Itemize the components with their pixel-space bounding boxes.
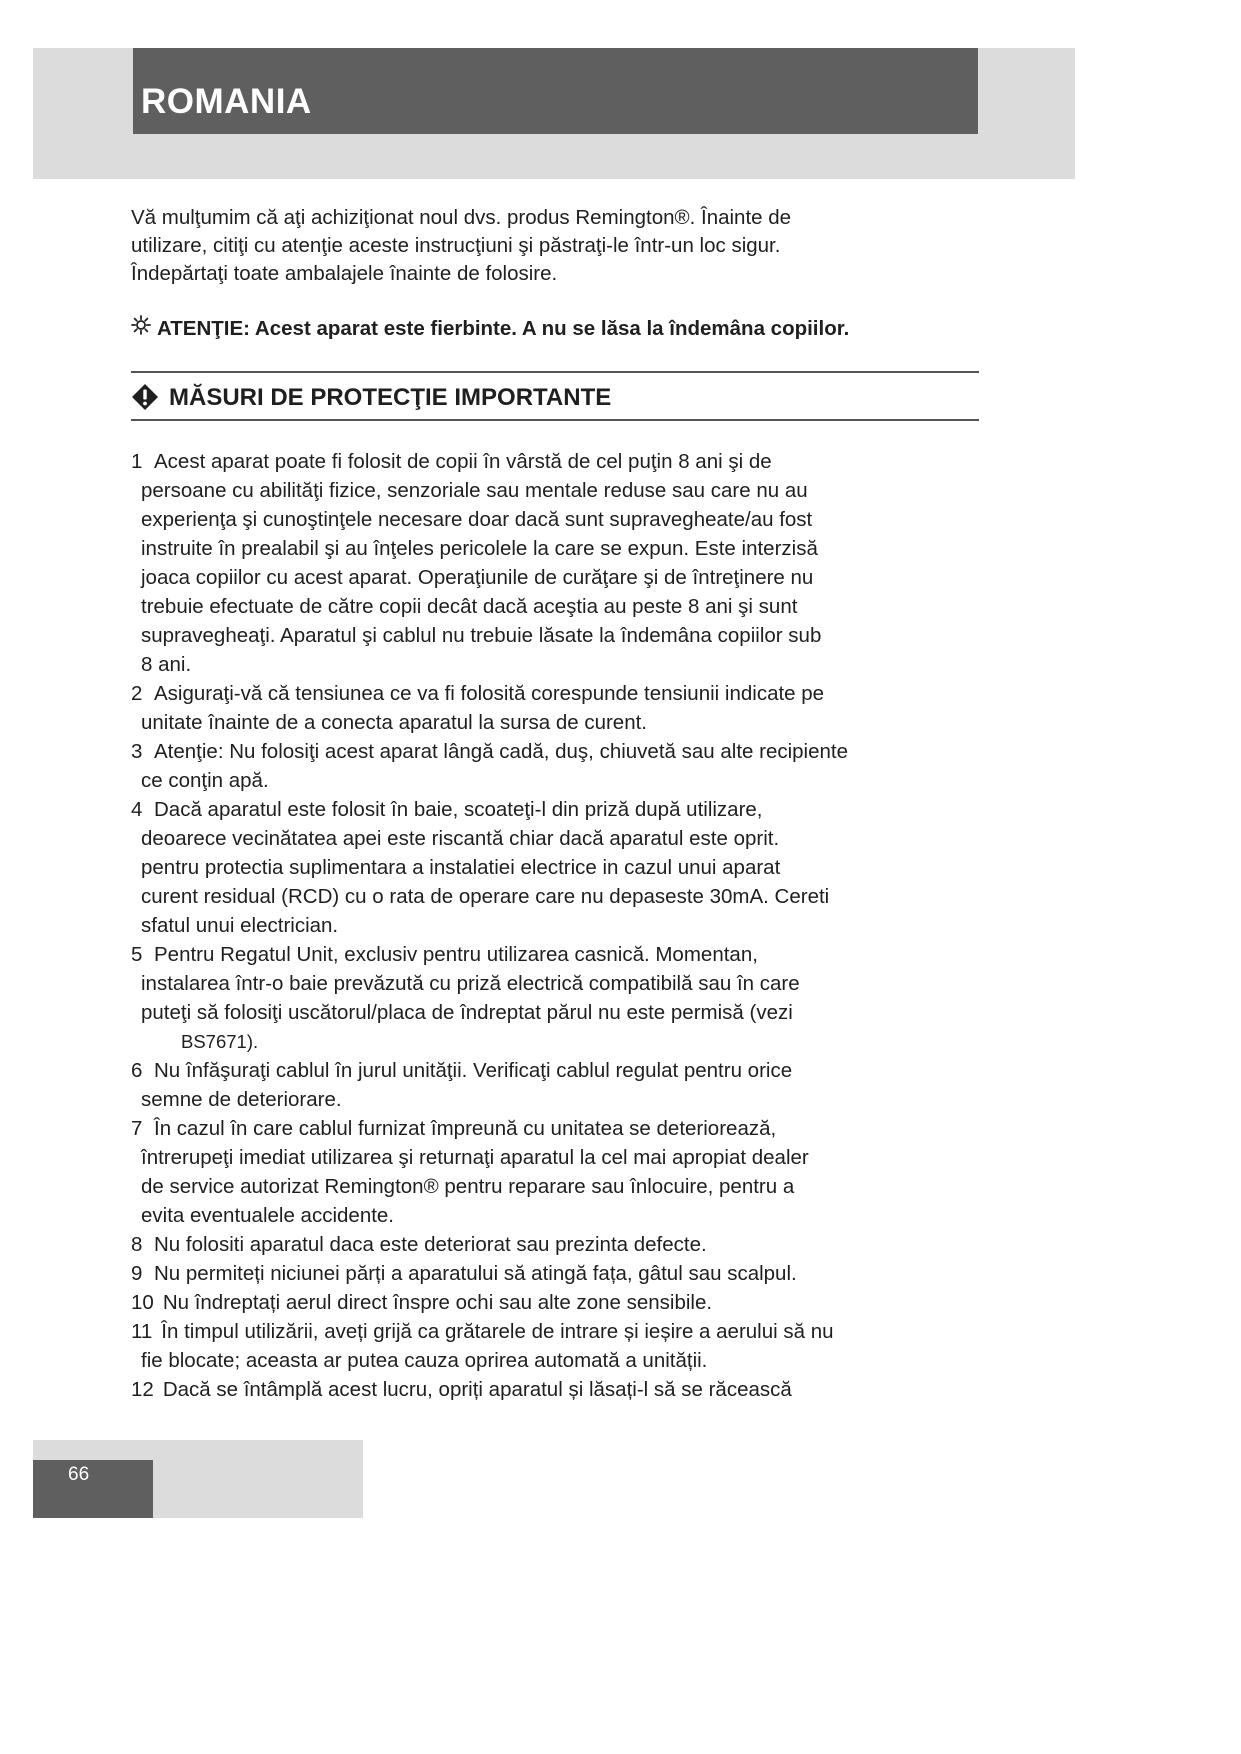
item-line: semne de deteriorare. <box>141 1088 342 1111</box>
item-line: joaca copiilor cu acest aparat. Operaţiunile de curăţare şi de întreţinere nu <box>141 566 814 589</box>
item-line: În timpul utilizării, aveți grijă ca grătarele de intrare și ieșire a aerului să nu <box>161 1320 834 1343</box>
section-divider-top <box>131 371 979 373</box>
item-line: Nu permiteți niciunei părți a aparatului să atingă fața, gâtul sau scalpul. <box>154 1262 797 1285</box>
list-item <box>131 1056 951 1114</box>
item-line: instalarea într-o baie prevăzută cu priză electrică compatibilă sau în care <box>141 972 800 995</box>
list-item <box>131 737 951 795</box>
item-line: experienţa şi cunoştinţele necesare doar dacă sunt supravegheate/au fost <box>141 508 813 531</box>
item-number: 7 <box>131 1117 143 1140</box>
item-number: 12 <box>131 1378 154 1401</box>
item-line: Asiguraţi-vă că tensiunea ce va fi folosită corespunde tensiunii indicate pe <box>154 682 825 705</box>
intro-line: Îndepărtaţi toate ambalajele înainte de folosire. <box>131 262 558 285</box>
page-title: ROMANIA <box>133 48 978 134</box>
item-number: 10 <box>131 1291 154 1314</box>
item-line: BS7671). <box>181 1031 259 1052</box>
list-item <box>131 795 951 940</box>
item-line: În cazul în care cablul furnizat împreună cu unitatea se deteriorează, <box>154 1117 777 1140</box>
item-line: Nu îndreptați aerul direct înspre ochi sau alte zone sensibile. <box>162 1291 713 1314</box>
intro-line: Vă mulţumim că aţi achiziţionat noul dvs. produs Remington®. Înainte de <box>131 206 792 229</box>
list-item <box>131 1288 951 1317</box>
list-item <box>131 1317 951 1375</box>
item-number: 6 <box>131 1059 143 1082</box>
item-line: pentru protectia suplimentara a instalatiei electrice in cazul unui aparat <box>141 856 781 879</box>
item-line: evita eventualele accidente. <box>141 1204 395 1227</box>
item-line: ce conţin apă. <box>141 769 269 792</box>
page-number: 66 <box>33 1460 153 1518</box>
item-number: 2 <box>131 682 143 705</box>
intro-paragraph <box>131 204 951 288</box>
item-line: Atenţie: Nu folosiţi acest aparat lângă cadă, duş, chiuvetă sau alte recipiente <box>154 740 849 763</box>
warning-text: ATENŢIE: Acest aparat este fierbinte. A nu se lăsa la îndemâna copiilor. <box>157 317 850 340</box>
intro-line: utilizare, citiţi cu atenţie aceste instrucţiuni şi păstraţi-le într-un loc sigur. <box>131 234 781 257</box>
section-heading <box>131 380 979 416</box>
item-line: întrerupeţi imediat utilizarea şi returnaţi aparatul la cel mai apropiat dealer <box>141 1146 809 1169</box>
list-item <box>131 679 951 737</box>
item-line: Acest aparat poate fi folosit de copii în vârstă de cel puţin 8 ani şi de <box>154 450 772 473</box>
item-number: 4 <box>131 798 143 821</box>
warning-diamond-icon <box>131 383 159 411</box>
list-item <box>131 940 951 1056</box>
item-number: 9 <box>131 1262 143 1285</box>
item-line: puteţi să folosiţi uscătorul/placa de îndreptat părul nu este permisă (vezi <box>141 1001 793 1024</box>
item-number: 11 <box>131 1320 153 1343</box>
item-line: de service autorizat Remington® pentru reparare sau înlocuire, pentru a <box>141 1175 795 1198</box>
sun-hot-icon <box>131 315 157 341</box>
item-number: 8 <box>131 1233 143 1256</box>
list-item <box>131 1259 951 1288</box>
item-line: deoarece vecinătatea apei este riscantă chiar dacă aparatul este oprit. <box>141 827 780 850</box>
item-line: Pentru Regatul Unit, exclusiv pentru utilizarea casnică. Momentan, <box>154 943 758 966</box>
item-line: trebuie efectuate de către copii decât dacă aceştia au peste 8 ani şi sunt <box>141 595 798 618</box>
item-line: Nu folositi aparatul daca este deteriorat sau prezinta defecte. <box>154 1233 707 1256</box>
section-divider-bottom <box>131 419 979 421</box>
safety-instructions-list <box>131 447 951 1404</box>
item-line: Dacă se întâmplă acest lucru, opriți aparatul și lăsați-l să se răcească <box>162 1378 792 1401</box>
item-line: 8 ani. <box>141 653 192 676</box>
item-number: 5 <box>131 943 143 966</box>
section-title: MĂSURI DE PROTECŢIE IMPORTANTE <box>169 384 612 411</box>
item-number: 3 <box>131 740 143 763</box>
item-line: sfatul unui electrician. <box>141 914 339 937</box>
item-line: curent residual (RCD) cu o rata de operare care nu depaseste 30mA. Cereti <box>141 885 830 908</box>
item-line: persoane cu abilităţi fizice, senzoriale sau mentale reduse sau care nu au <box>141 479 808 502</box>
item-line: fie blocate; aceasta ar putea cauza oprirea automată a unității. <box>141 1349 708 1372</box>
list-item <box>131 1230 951 1259</box>
list-item <box>131 1114 951 1230</box>
item-line: unitate înainte de a conecta aparatul la sursa de curent. <box>141 711 648 734</box>
list-item <box>131 1375 951 1404</box>
item-line: supravegheaţi. Aparatul şi cablul nu trebuie lăsate la îndemâna copiilor sub <box>141 624 822 647</box>
item-line: Nu înfăşuraţi cablul în jurul unităţii. Verificaţi cablul regulat pentru orice <box>154 1059 793 1082</box>
item-number: 1 <box>131 450 143 473</box>
hot-warning <box>131 315 991 341</box>
item-line: instruite în prealabil şi au înţeles pericolele la care se expun. Este interzisă <box>141 537 818 560</box>
item-line: Dacă aparatul este folosit în baie, scoateţi-l din priză după utilizare, <box>154 798 763 821</box>
list-item <box>131 447 951 679</box>
